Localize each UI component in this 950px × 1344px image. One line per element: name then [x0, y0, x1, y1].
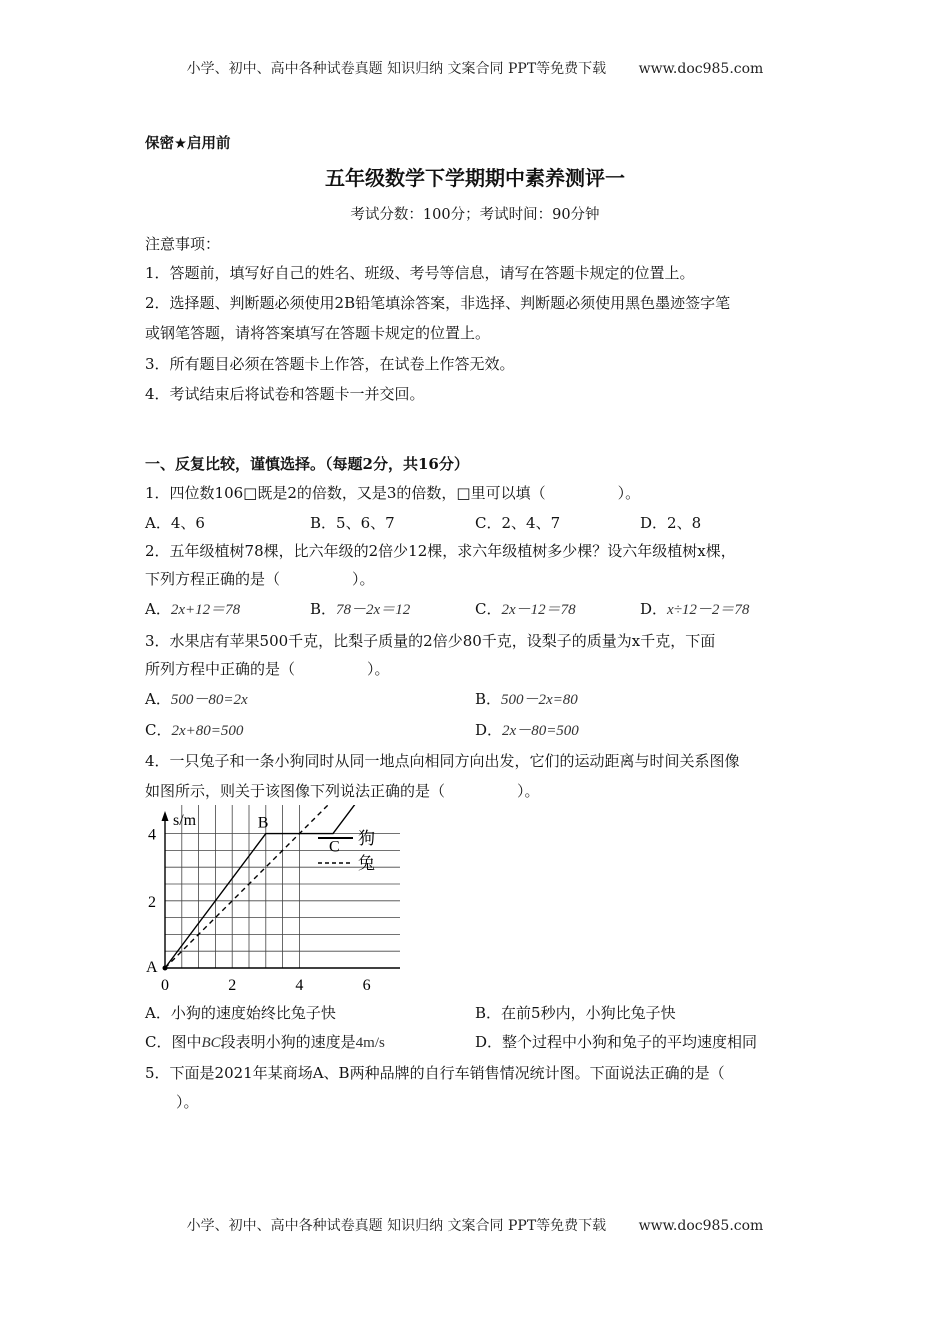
y-axis-arrow	[162, 811, 169, 821]
header-site: www.doc985.com	[638, 61, 764, 77]
question-4	[145, 780, 540, 801]
q2-option-b	[310, 598, 410, 619]
point-label-b: B	[257, 814, 269, 832]
page-header	[0, 58, 950, 78]
question-3	[145, 658, 390, 679]
q3-stem-line2: 所列方程中正确的是（	[145, 660, 296, 678]
chart-legend	[318, 829, 375, 873]
option-label: C．	[145, 721, 172, 739]
x-tick-label: 0	[161, 977, 169, 994]
note-item: 或钢笔答题，请将答案填写在答题卡规定的位置上。	[145, 324, 491, 342]
note-item: 3．所有题目必须在答题卡上作答，在试卷上作答无效。	[145, 355, 515, 373]
note-item: 2．选择题、判断题必须使用2B铅笔填涂答案，非选择、判断题必须使用黑色墨迹签字笔	[145, 294, 731, 312]
notes-heading: 注意事项：	[145, 235, 221, 253]
q4-stem-line2: 如图所示，则关于该图像下列说法正确的是（	[145, 782, 446, 800]
option-label: C．	[475, 600, 502, 618]
q3-expr-c: 2x+80=500	[171, 723, 244, 739]
q2-expr-b: 78－2x＝12	[336, 602, 411, 618]
footer-text: 小学、初中、高中各种试卷真题 知识归纳 文案合同 PPT等免费下载	[186, 1218, 607, 1234]
q2-option-c	[475, 598, 576, 619]
q1-option-a: A．4、6	[145, 514, 205, 532]
x-tick-label: 6	[362, 977, 371, 994]
q2-option-d	[640, 598, 749, 619]
footer-site: www.doc985.com	[638, 1218, 764, 1234]
q4-optc-mid: 段表明小狗的速度是	[220, 1033, 356, 1051]
distance-time-chart	[140, 805, 400, 995]
q2-stem-line2: 下列方程正确的是（	[145, 570, 281, 588]
option-label: D．	[475, 721, 503, 739]
legend-rabbit-label: 兔	[358, 854, 375, 873]
option-label: B．	[475, 690, 502, 708]
q2-expr-a: 2x+12＝78	[170, 602, 241, 618]
q4-option-c	[145, 1031, 385, 1052]
point-label-a: A	[146, 959, 158, 976]
q4-stem-line1: 4．一只兔子和一条小狗同时从同一地点向相同方向出发，它们的运动距离与时间关系图像	[145, 752, 740, 770]
question-1	[145, 482, 640, 503]
option-label: A．	[145, 690, 171, 708]
q2-stem-line1: 2．五年级植树78棵，比六年级的2倍少12棵，求六年级植树多少棵？设六年级植树x棵，	[145, 542, 736, 560]
q2-expr-c: 2x－12＝78	[501, 602, 576, 618]
option-label: B．	[310, 600, 337, 618]
q1-option-b: B．5、6、7	[310, 514, 395, 532]
q3-end: ）。	[367, 660, 390, 678]
q3-expr-d: 2x－80=500	[502, 723, 579, 739]
x-tick-label: 4	[295, 977, 304, 994]
note-item: 1．答题前，填写好自己的姓名、班级、考号等信息，请写在答题卡规定的位置上。	[145, 264, 695, 282]
q3-option-d	[475, 719, 579, 740]
confidential-mark: 保密★启用前	[145, 136, 231, 152]
q1-option-c: C．2、4、7	[475, 514, 561, 532]
q4-option-d: D．整个过程中小狗和兔子的平均速度相同	[475, 1033, 758, 1051]
q3-expr-b: 500－2x=80	[501, 692, 578, 708]
legend-dog-label: 狗	[358, 829, 375, 848]
q3-option-c	[145, 719, 243, 740]
q4-option-a: A．小狗的速度始终比兔子快	[145, 1004, 336, 1022]
section-heading: 一、反复比较，谨慎选择。（每题2分，共16分）	[145, 455, 469, 473]
q1-stem: 1．四位数106□既是2的倍数，又是3的倍数，□里可以填（	[145, 484, 546, 502]
x-tick-label: 2	[228, 977, 237, 994]
q4-option-b: B．在前5秒内，小狗比兔子快	[475, 1004, 676, 1022]
question-2	[145, 568, 375, 589]
header-text: 小学、初中、高中各种试卷真题 知识归纳 文案合同 PPT等免费下载	[186, 61, 607, 77]
q5-stem-line2: ）。	[176, 1093, 199, 1111]
origin-point	[163, 966, 168, 971]
q3-expr-a: 500－80=2x	[170, 692, 248, 708]
q5-stem-line1: 5．下面是2021年某商场A、B两种品牌的自行车销售情况统计图。下面说法正确的是（	[145, 1064, 725, 1082]
q3-option-b	[475, 688, 578, 709]
q4-optc-math2: 4m/s	[355, 1035, 385, 1051]
q1-option-d: D．2、8	[640, 514, 702, 532]
page-footer	[0, 1215, 950, 1235]
q4-optc-pre: C．图中	[145, 1033, 202, 1051]
exam-info: 考试分数：100分；考试时间：90分钟	[350, 207, 600, 223]
q2-option-a	[145, 598, 240, 619]
note-item: 4．考试结束后将试卷和答题卡一并交回。	[145, 385, 425, 403]
q3-stem-line1: 3．水果店有苹果500千克，比梨子质量的2倍少80千克，设梨子的质量为x千克，下面	[145, 632, 716, 650]
y-tick-label: 4	[148, 826, 156, 844]
option-label: A．	[145, 600, 171, 618]
q4-end: ）。	[517, 782, 540, 800]
point-label-c: C	[329, 838, 340, 856]
q4-optc-math: BC	[201, 1035, 221, 1051]
page-title: 五年级数学下学期期中素养测评一	[325, 166, 625, 190]
q1-end: ）。	[617, 484, 641, 502]
q3-option-a	[145, 688, 248, 709]
q2-expr-d: x÷12－2＝78	[667, 602, 750, 618]
y-axis-label: s/m	[173, 812, 197, 829]
q2-end: ）。	[352, 570, 375, 588]
y-tick-label: 2	[148, 893, 156, 911]
option-label: D．	[640, 600, 668, 618]
